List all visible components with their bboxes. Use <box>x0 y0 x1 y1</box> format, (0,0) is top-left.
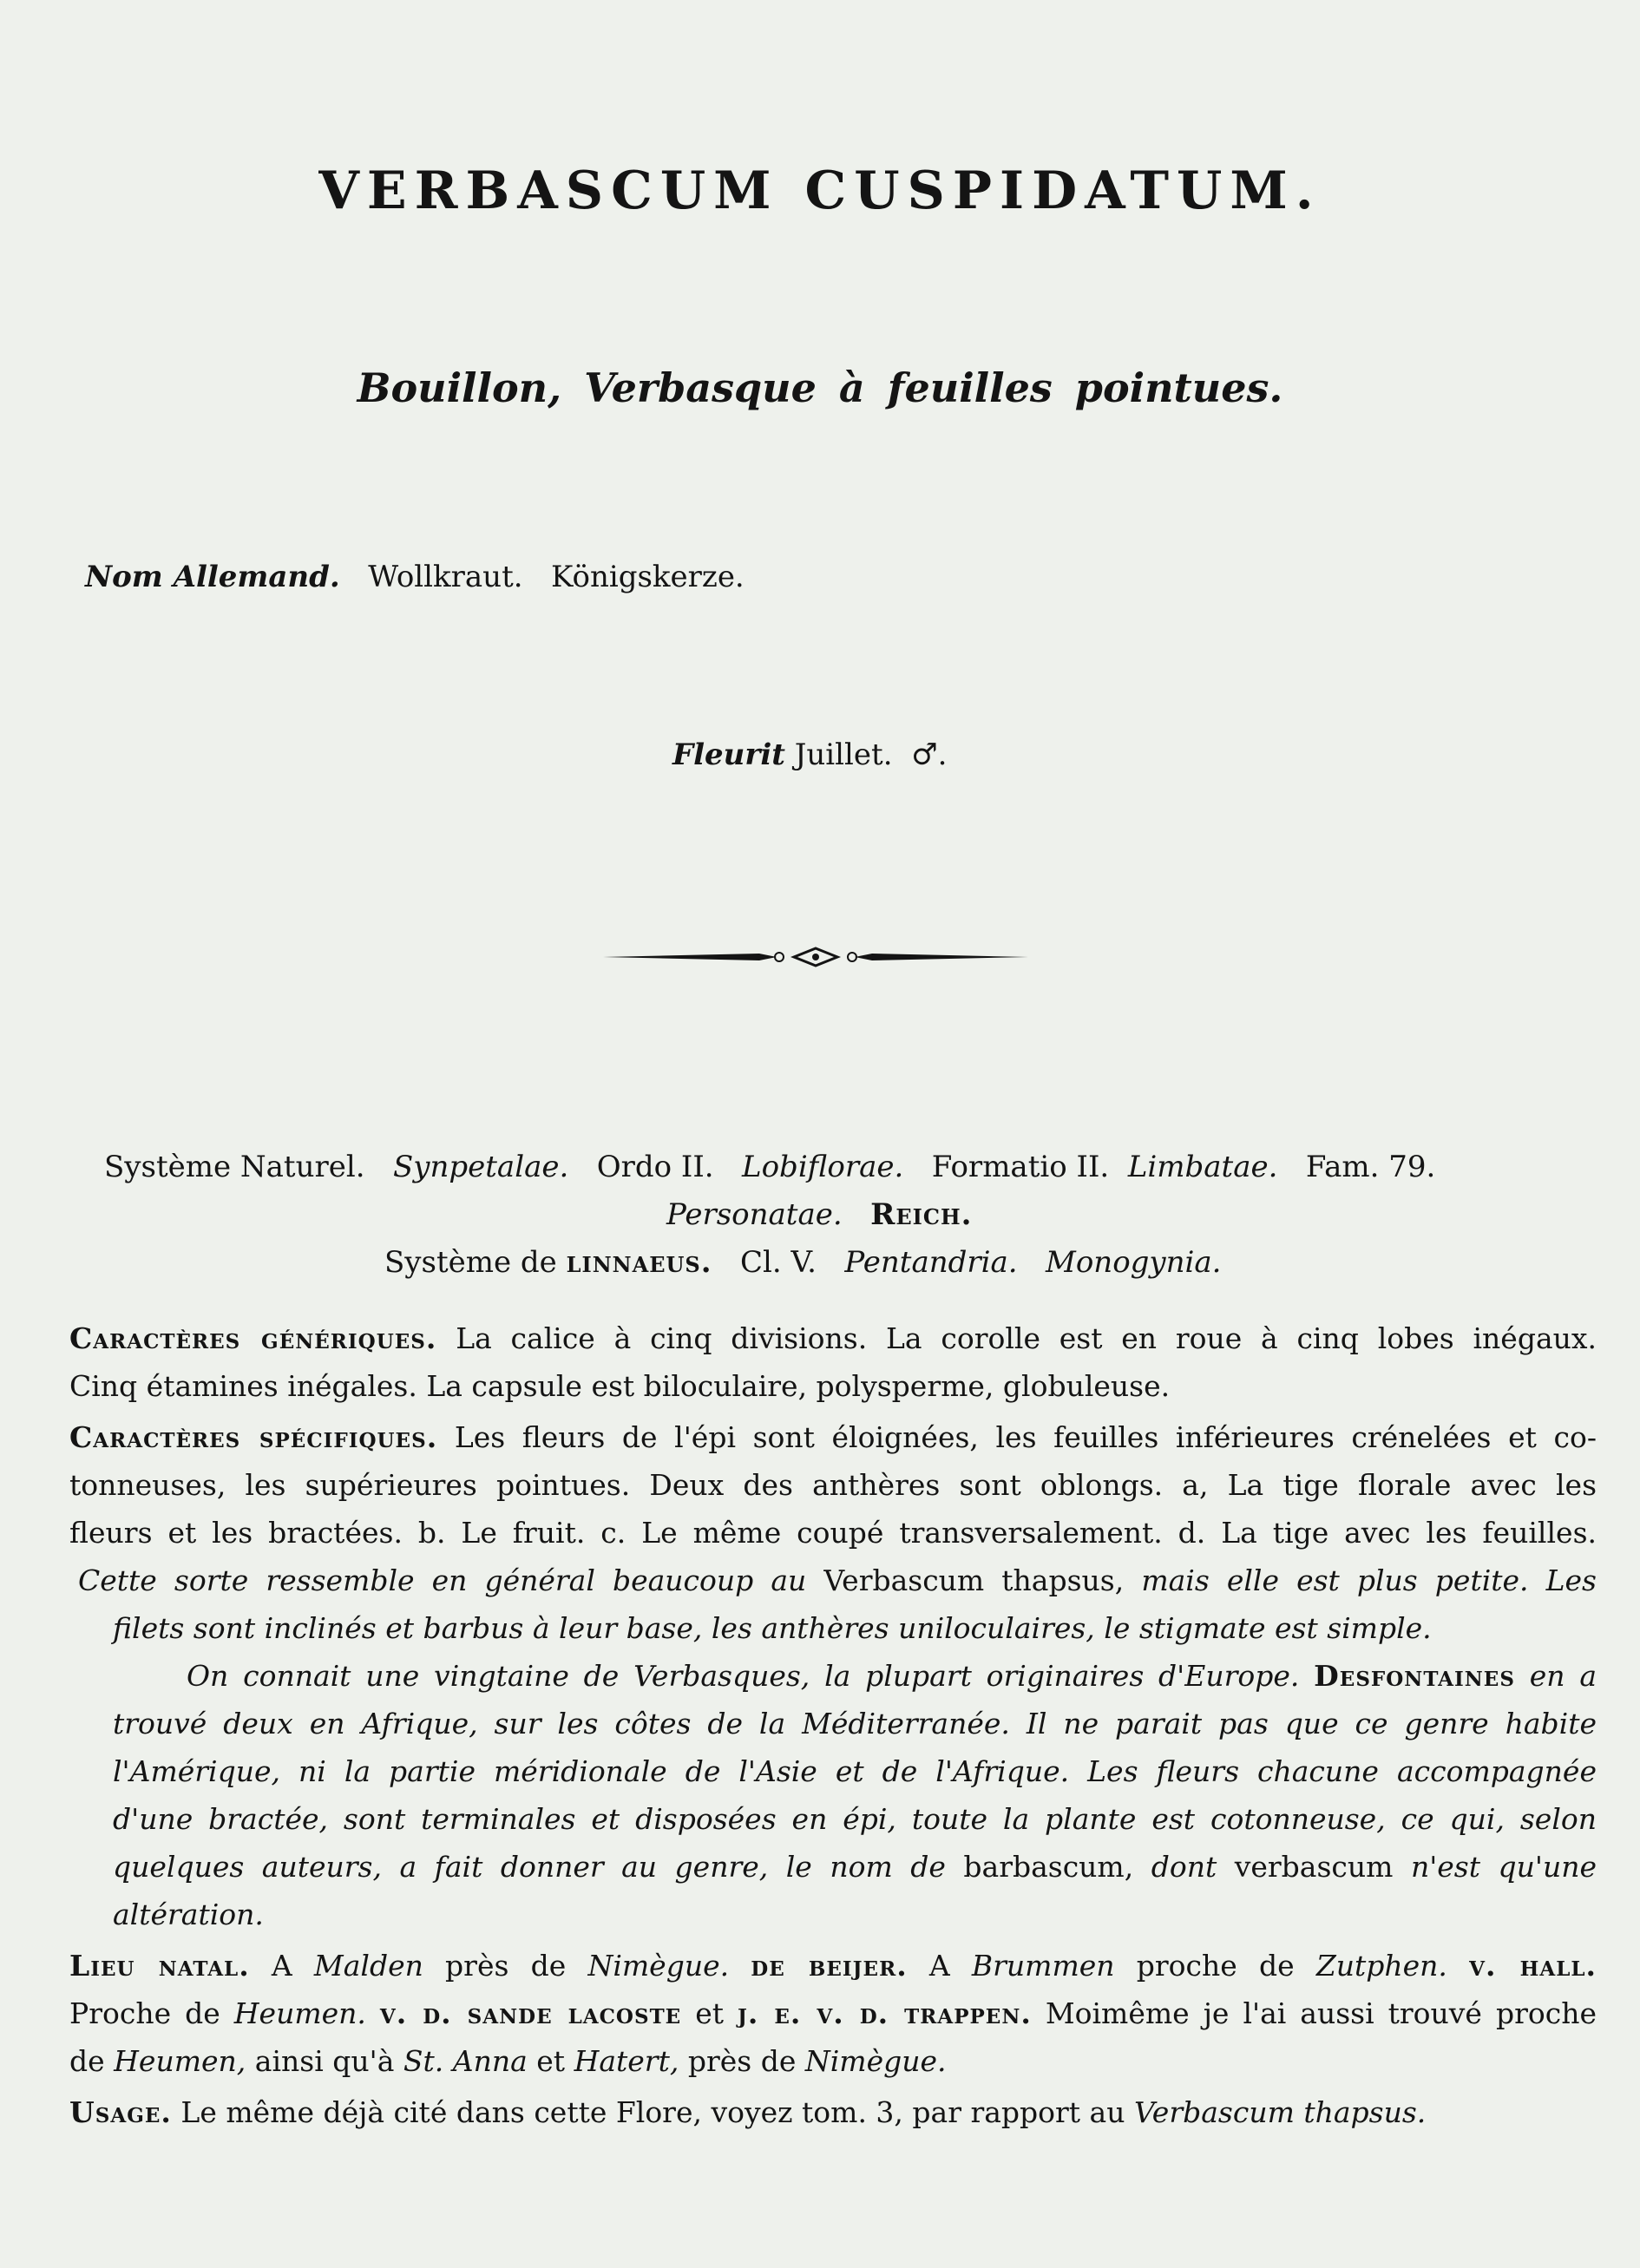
systeme-author: Reich. <box>870 1197 973 1232</box>
lieu-place: Zutphen. <box>1315 1949 1447 1983</box>
note2-text-5e: n'est qu'une <box>1410 1850 1597 1884</box>
note1-line-2: filets sont inclinés et barbus à leur base, les anthères uniloculaires, le stigmate est simple. <box>113 1611 1432 1645</box>
lieu-text: près de <box>445 1949 567 1983</box>
lieu-text: A <box>271 1949 292 1983</box>
generic-line-2: Cinq étamines inégales. La capsule est biloculaire, polysperme, globuleuse. <box>69 1369 1171 1403</box>
fleurit-month: Juillet. <box>794 737 893 772</box>
linnaeus-class-name: Pentandria. <box>844 1245 1018 1280</box>
lieu-place: St. Anna <box>403 2044 528 2078</box>
note2-line-6: altération. <box>113 1898 264 1931</box>
lieu-line-1 <box>69 1942 1597 1989</box>
lieu-place: Nimègue. <box>804 2044 947 2078</box>
note2-text-5c: dont <box>1151 1850 1217 1884</box>
fleurit <box>672 737 947 772</box>
lieu-line-2 <box>69 1989 1597 2037</box>
systeme-fam-name: Personatae. <box>666 1197 843 1232</box>
note2-barbascum: barbascum, <box>963 1850 1134 1884</box>
systeme-label: Système Naturel. <box>104 1150 365 1184</box>
note2-line-2: trouvé deux en Afrique, sur les côtes de la Méditerranée. Il ne parait pas que ce genre habite <box>113 1707 1597 1740</box>
note2-line-1 <box>69 1652 1597 1700</box>
systeme-formatio: Formatio II. <box>931 1150 1110 1184</box>
subtitle: Bouillon, Verbasque à feuilles pointues. <box>357 364 1283 411</box>
lieu-line-3 <box>69 2037 1597 2085</box>
generic-line-1 <box>69 1314 1597 1362</box>
systeme-naturel-line-2 <box>666 1197 973 1232</box>
lieu-author: de beijer. <box>751 1949 908 1983</box>
linnaeus-order-name: Monogynia. <box>1046 1245 1222 1280</box>
systeme-ordo-name: Lobiflorae. <box>742 1150 904 1184</box>
lieu-place: Hatert, <box>574 2044 679 2078</box>
note2-line-4: d'une bractée, sont terminales et disposées en épi, toute la plante est cotonneuse, ce qui, selon <box>113 1802 1597 1836</box>
lieu-author: j. e. v. d. trappen. <box>738 1996 1032 2030</box>
lieu-place: Brummen <box>971 1949 1115 1983</box>
note2-text-c: en a <box>1529 1659 1597 1693</box>
specific-line-3: fleurs et les bractées. b. Le fruit. c. Le même coupé transversalement. d. La tige avec les feuilles. <box>69 1516 1597 1550</box>
note2-line-5 <box>69 1843 1597 1891</box>
fleurit-label: Fleurit <box>672 737 785 772</box>
note2-author: Desfontaines <box>1314 1659 1515 1693</box>
note2-verbascum: verbascum <box>1234 1850 1394 1884</box>
lieu-place: Malden <box>313 1949 423 1983</box>
nom-label: Nom Allemand. <box>85 560 340 594</box>
lieu-place: Heumen, <box>114 2044 246 2078</box>
lieu-author: v. hall. <box>1469 1949 1597 1983</box>
nom-value-1: Wollkraut. <box>368 560 523 594</box>
note1-species: Verbascum thapsus, <box>823 1563 1125 1597</box>
lieu-text: A <box>928 1949 950 1983</box>
specific-label: Caractères spécifiques. <box>69 1420 438 1454</box>
lieu-text: Proche de <box>69 1996 220 2030</box>
linnaeus-name: linnaeus. <box>566 1245 712 1280</box>
note1-line-1 <box>69 1557 1597 1604</box>
note2-text-5a: quelques auteurs, a fait donner au genre, le nom de <box>113 1850 946 1884</box>
lieu-text: et <box>695 1996 725 2030</box>
specific-line-1 <box>69 1413 1597 1461</box>
note1-text-a: Cette sorte ressemble en général beaucoup au <box>78 1563 807 1597</box>
specific-line-2: tonneuses, les supérieures pointues. Deux des anthères sont oblongs. a, La tige florale avec les <box>69 1468 1597 1502</box>
lieu-text: Moimême je l'ai aussi trouvé proche <box>1045 1996 1597 2030</box>
lieu-place: Heumen. <box>233 1996 366 2030</box>
lieu-text: près de <box>687 2044 797 2078</box>
usage-species: Verbascum thapsus. <box>1134 2095 1427 2129</box>
lieu-text: de <box>69 2044 105 2078</box>
systeme-ordo: Ordo II. <box>596 1150 714 1184</box>
description-block <box>69 1314 1597 2136</box>
linnaeus-label: Système de <box>384 1245 557 1280</box>
lieu-author: v. d. sande lacoste <box>379 1996 682 2030</box>
usage-label: Usage. <box>69 2095 172 2129</box>
ornament-divider <box>603 946 1028 968</box>
lieu-text: et <box>536 2044 566 2078</box>
biennial-symbol-icon: ♂. <box>911 737 948 772</box>
specific-text-1: Les fleurs de l'épi sont éloignées, les feuilles inférieures crénelées et co- <box>454 1420 1597 1454</box>
note2-line-3: l'Amérique, ni la partie méridionale de l'Asie et de l'Afrique. Les fleurs chacune accompagnée <box>113 1754 1597 1788</box>
lieu-label: Lieu natal. <box>69 1949 250 1983</box>
generic-label: Caractères génériques. <box>69 1321 437 1355</box>
linnaeus-class: Cl. V. <box>740 1245 817 1280</box>
usage-line <box>69 2088 1597 2136</box>
usage-text: Le même déjà cité dans cette Flore, voyez tom. 3, par rapport au <box>180 2095 1125 2129</box>
lieu-text: proche de <box>1136 1949 1295 1983</box>
systeme-fam: Fam. 79. <box>1305 1150 1436 1184</box>
lieu-place: Nimègue. <box>587 1949 730 1983</box>
page-title: VERBASCUM CUSPIDATUM. <box>318 161 1322 221</box>
systeme-naturel-line <box>104 1150 1435 1184</box>
note1-text-c: mais elle est plus petite. Les <box>1141 1563 1597 1597</box>
systeme-formatio-name: Limbatae. <box>1127 1150 1278 1184</box>
systeme-value: Synpetalae. <box>392 1150 569 1184</box>
nom-value-2: Königskerze. <box>550 560 745 594</box>
systeme-linnaeus-line <box>384 1245 1222 1280</box>
generic-text-1: La calice à cinq divisions. La corolle est en roue à cinq lobes inégaux. <box>456 1321 1597 1355</box>
note2-text-a: On connait une vingtaine de Verbasques, la plupart originaires d'Europe. <box>187 1659 1300 1693</box>
nom-allemand <box>85 560 745 594</box>
lieu-text: ainsi qu'à <box>254 2044 395 2078</box>
